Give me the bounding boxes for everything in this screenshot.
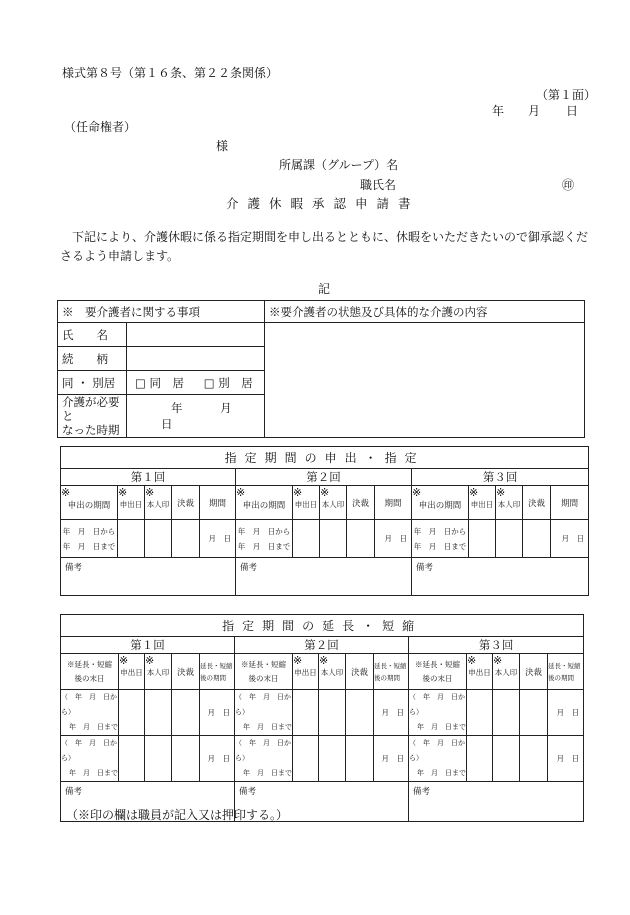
designation-round-2: 第２回 xyxy=(236,469,412,486)
e2-row2-after[interactable]: 月 日 xyxy=(374,736,409,782)
e2-after-header: 延長・短縮 後の期間 xyxy=(374,654,409,690)
d2-remarks[interactable]: 備考 xyxy=(236,558,412,596)
d3-period-header: ※ 申出の期間 xyxy=(412,486,469,520)
d3-filed-header: ※ 申出日 xyxy=(469,486,496,520)
extension-round-1: 第１回 xyxy=(61,637,235,654)
page-number: （第１面） xyxy=(536,88,597,102)
e1-row1-filed[interactable] xyxy=(119,690,145,736)
e2-row1-filed[interactable] xyxy=(293,690,319,736)
body-text: 下記により、介護休暇に係る指定期間を申し出るとともに、休暇をいただきたいので御承認くださるよう申請します。 xyxy=(60,230,589,263)
e3-remarks[interactable]: 備考 xyxy=(409,782,584,822)
d2-approval-header: 決裁 xyxy=(347,486,375,520)
needed-year: 年 xyxy=(171,401,183,415)
relation-field[interactable] xyxy=(127,347,265,371)
e1-row1-end-field[interactable]: （ 年 月 日から） 年 月 日まで xyxy=(61,690,119,736)
ki-label: 記 xyxy=(318,282,331,296)
d3-approval-field[interactable] xyxy=(523,520,551,558)
e3-row1-filed[interactable] xyxy=(467,690,493,736)
e3-seal-header: ※ 本人印 xyxy=(493,654,520,690)
designation-round-1: 第１回 xyxy=(61,469,236,486)
sama-label: 様 xyxy=(216,139,229,153)
d2-period-field[interactable]: 年 月 日から 年 月 日まで xyxy=(236,520,293,558)
date-year: 年 xyxy=(492,104,505,118)
e3-row2-approval[interactable] xyxy=(520,736,548,782)
d2-term-header: 期間 xyxy=(375,486,412,520)
d2-term-field[interactable]: 月 日 xyxy=(375,520,412,558)
d2-seal-field[interactable] xyxy=(320,520,347,558)
d1-period-header: ※ 申出の期間 xyxy=(61,486,118,520)
d3-remarks[interactable]: 備考 xyxy=(412,558,589,596)
e3-row1-after[interactable]: 月 日 xyxy=(548,690,584,736)
e1-end-header: ※延長・短縮 後の末日 xyxy=(61,654,119,690)
needed-month: 月 xyxy=(220,401,232,415)
d2-filed-field[interactable] xyxy=(293,520,320,558)
e2-end-header: ※延長・短縮 後の末日 xyxy=(235,654,293,690)
e2-row2-seal[interactable] xyxy=(319,736,346,782)
cohab-field[interactable] xyxy=(127,371,265,395)
e1-row2-filed[interactable] xyxy=(119,736,145,782)
relation-row-label: 続 柄 xyxy=(58,347,127,371)
e2-approval-header: 決裁 xyxy=(346,654,374,690)
e1-row1-seal[interactable] xyxy=(145,690,172,736)
e1-row2-seal[interactable] xyxy=(145,736,172,782)
e2-row1-approval[interactable] xyxy=(346,690,374,736)
date-day: 日 xyxy=(566,104,579,118)
e2-row1-seal[interactable] xyxy=(319,690,346,736)
care-recipient-table xyxy=(57,300,585,438)
e3-row1-approval[interactable] xyxy=(520,690,548,736)
d1-approval-header: 決裁 xyxy=(172,486,200,520)
d1-filed-field[interactable] xyxy=(118,520,145,558)
d1-filed-header: ※ 申出日 xyxy=(118,486,145,520)
e1-filed-header: ※ 申出日 xyxy=(119,654,145,690)
extension-round-2: 第２回 xyxy=(235,637,409,654)
d3-term-field[interactable]: 月 日 xyxy=(551,520,589,558)
d3-filed-field[interactable] xyxy=(469,520,496,558)
dept-label: 所属課（グループ）名 xyxy=(279,158,399,172)
care-content-field[interactable] xyxy=(265,323,585,438)
e3-row2-end-field[interactable]: （ 年 月 日から） 年 月 日まで xyxy=(409,736,467,782)
e3-filed-header: ※ 申出日 xyxy=(467,654,493,690)
form-id: 様式第８号（第１６条、第２２条関係） xyxy=(62,66,279,80)
e1-row2-after[interactable]: 月 日 xyxy=(200,736,235,782)
needed-when-field[interactable] xyxy=(127,395,265,438)
e1-remarks[interactable]: 備考 xyxy=(61,782,235,822)
cohab-separate-checkbox[interactable]: □ 別 居 xyxy=(203,375,253,390)
e2-filed-header: ※ 申出日 xyxy=(293,654,319,690)
e1-row1-approval[interactable] xyxy=(172,690,200,736)
d1-remarks[interactable]: 備考 xyxy=(61,558,236,596)
e1-seal-header: ※ 本人印 xyxy=(145,654,172,690)
d1-period-field[interactable]: 年 月 日から 年 月 日まで xyxy=(61,520,118,558)
d1-term-header: 期間 xyxy=(200,486,236,520)
e3-after-header: 延長・短縮 後の期間 xyxy=(548,654,584,690)
d3-period-field[interactable]: 年 月 日から 年 月 日まで xyxy=(412,520,469,558)
e2-row1-end-field[interactable]: （ 年 月 日から） 年 月 日まで xyxy=(235,690,293,736)
e3-row1-end-field[interactable]: （ 年 月 日から） 年 月 日まで xyxy=(409,690,467,736)
e2-row2-filed[interactable] xyxy=(293,736,319,782)
appointer-label: （任命権者） xyxy=(64,120,137,134)
d2-period-header: ※ 申出の期間 xyxy=(236,486,293,520)
name-field[interactable] xyxy=(127,323,265,347)
e1-row2-approval[interactable] xyxy=(172,736,200,782)
d2-approval-field[interactable] xyxy=(347,520,375,558)
name-label: 職氏名 xyxy=(360,178,397,192)
seal-mark: ㊞ xyxy=(562,178,575,192)
designation-table xyxy=(60,446,589,596)
e2-row2-approval[interactable] xyxy=(346,736,374,782)
e1-row2-end-field[interactable]: （ 年 月 日から） 年 月 日まで xyxy=(61,736,119,782)
d2-seal-header: ※ 本人印 xyxy=(320,486,347,520)
e2-row2-end-field[interactable]: （ 年 月 日から） 年 月 日まで xyxy=(235,736,293,782)
care-left-header: ※ 要介護者に関する事項 xyxy=(58,301,265,323)
e1-after-header: 延長・短縮 後の期間 xyxy=(200,654,235,690)
e1-approval-header: 決裁 xyxy=(172,654,200,690)
designation-title: 指定期間の申出・指定 xyxy=(61,447,589,469)
footnote: （※印の欄は職員が記入又は押印する。） xyxy=(66,808,289,822)
extension-title: 指定期間の延長・短縮 xyxy=(61,615,584,637)
needed-day: 日 xyxy=(161,417,173,431)
name-row-label: 氏 名 xyxy=(58,323,127,347)
d1-term-field[interactable]: 月 日 xyxy=(200,520,236,558)
d3-term-header: 期間 xyxy=(551,486,589,520)
extension-round-3: 第３回 xyxy=(409,637,584,654)
e3-end-header: ※延長・短縮 後の末日 xyxy=(409,654,467,690)
e2-row1-after[interactable]: 月 日 xyxy=(374,690,409,736)
e2-remarks[interactable]: 備考 xyxy=(235,782,409,822)
e3-approval-header: 決裁 xyxy=(520,654,548,690)
e1-row1-after[interactable]: 月 日 xyxy=(200,690,235,736)
d1-seal-field[interactable] xyxy=(145,520,172,558)
needed-when-label xyxy=(58,395,127,438)
designation-round-3: 第３回 xyxy=(412,469,589,486)
e3-row2-seal[interactable] xyxy=(493,736,520,782)
d3-approval-header: 決裁 xyxy=(523,486,551,520)
care-right-header: ※要介護者の状態及び具体的な介護の内容 xyxy=(265,301,585,323)
document-title: 介護休暇承認申請書 xyxy=(226,196,420,211)
d2-filed-header: ※ 申出日 xyxy=(293,486,320,520)
needed-when-line2: なった時期 xyxy=(62,423,120,437)
needed-when-line1: 介護が必要と xyxy=(62,395,120,423)
d3-seal-field[interactable] xyxy=(496,520,523,558)
e2-seal-header: ※ 本人印 xyxy=(319,654,346,690)
d1-seal-header: ※ 本人印 xyxy=(145,486,172,520)
extension-table xyxy=(60,614,584,822)
d1-approval-field[interactable] xyxy=(172,520,200,558)
e3-row1-seal[interactable] xyxy=(493,690,520,736)
cohab-row-label: 同 ・ 別居 xyxy=(58,371,127,395)
e3-row2-filed[interactable] xyxy=(467,736,493,782)
date-month: 月 xyxy=(528,104,541,118)
cohab-same-checkbox[interactable]: □ 同 居 xyxy=(135,375,185,390)
d3-seal-header: ※ 本人印 xyxy=(496,486,523,520)
e3-row2-after[interactable]: 月 日 xyxy=(548,736,584,782)
